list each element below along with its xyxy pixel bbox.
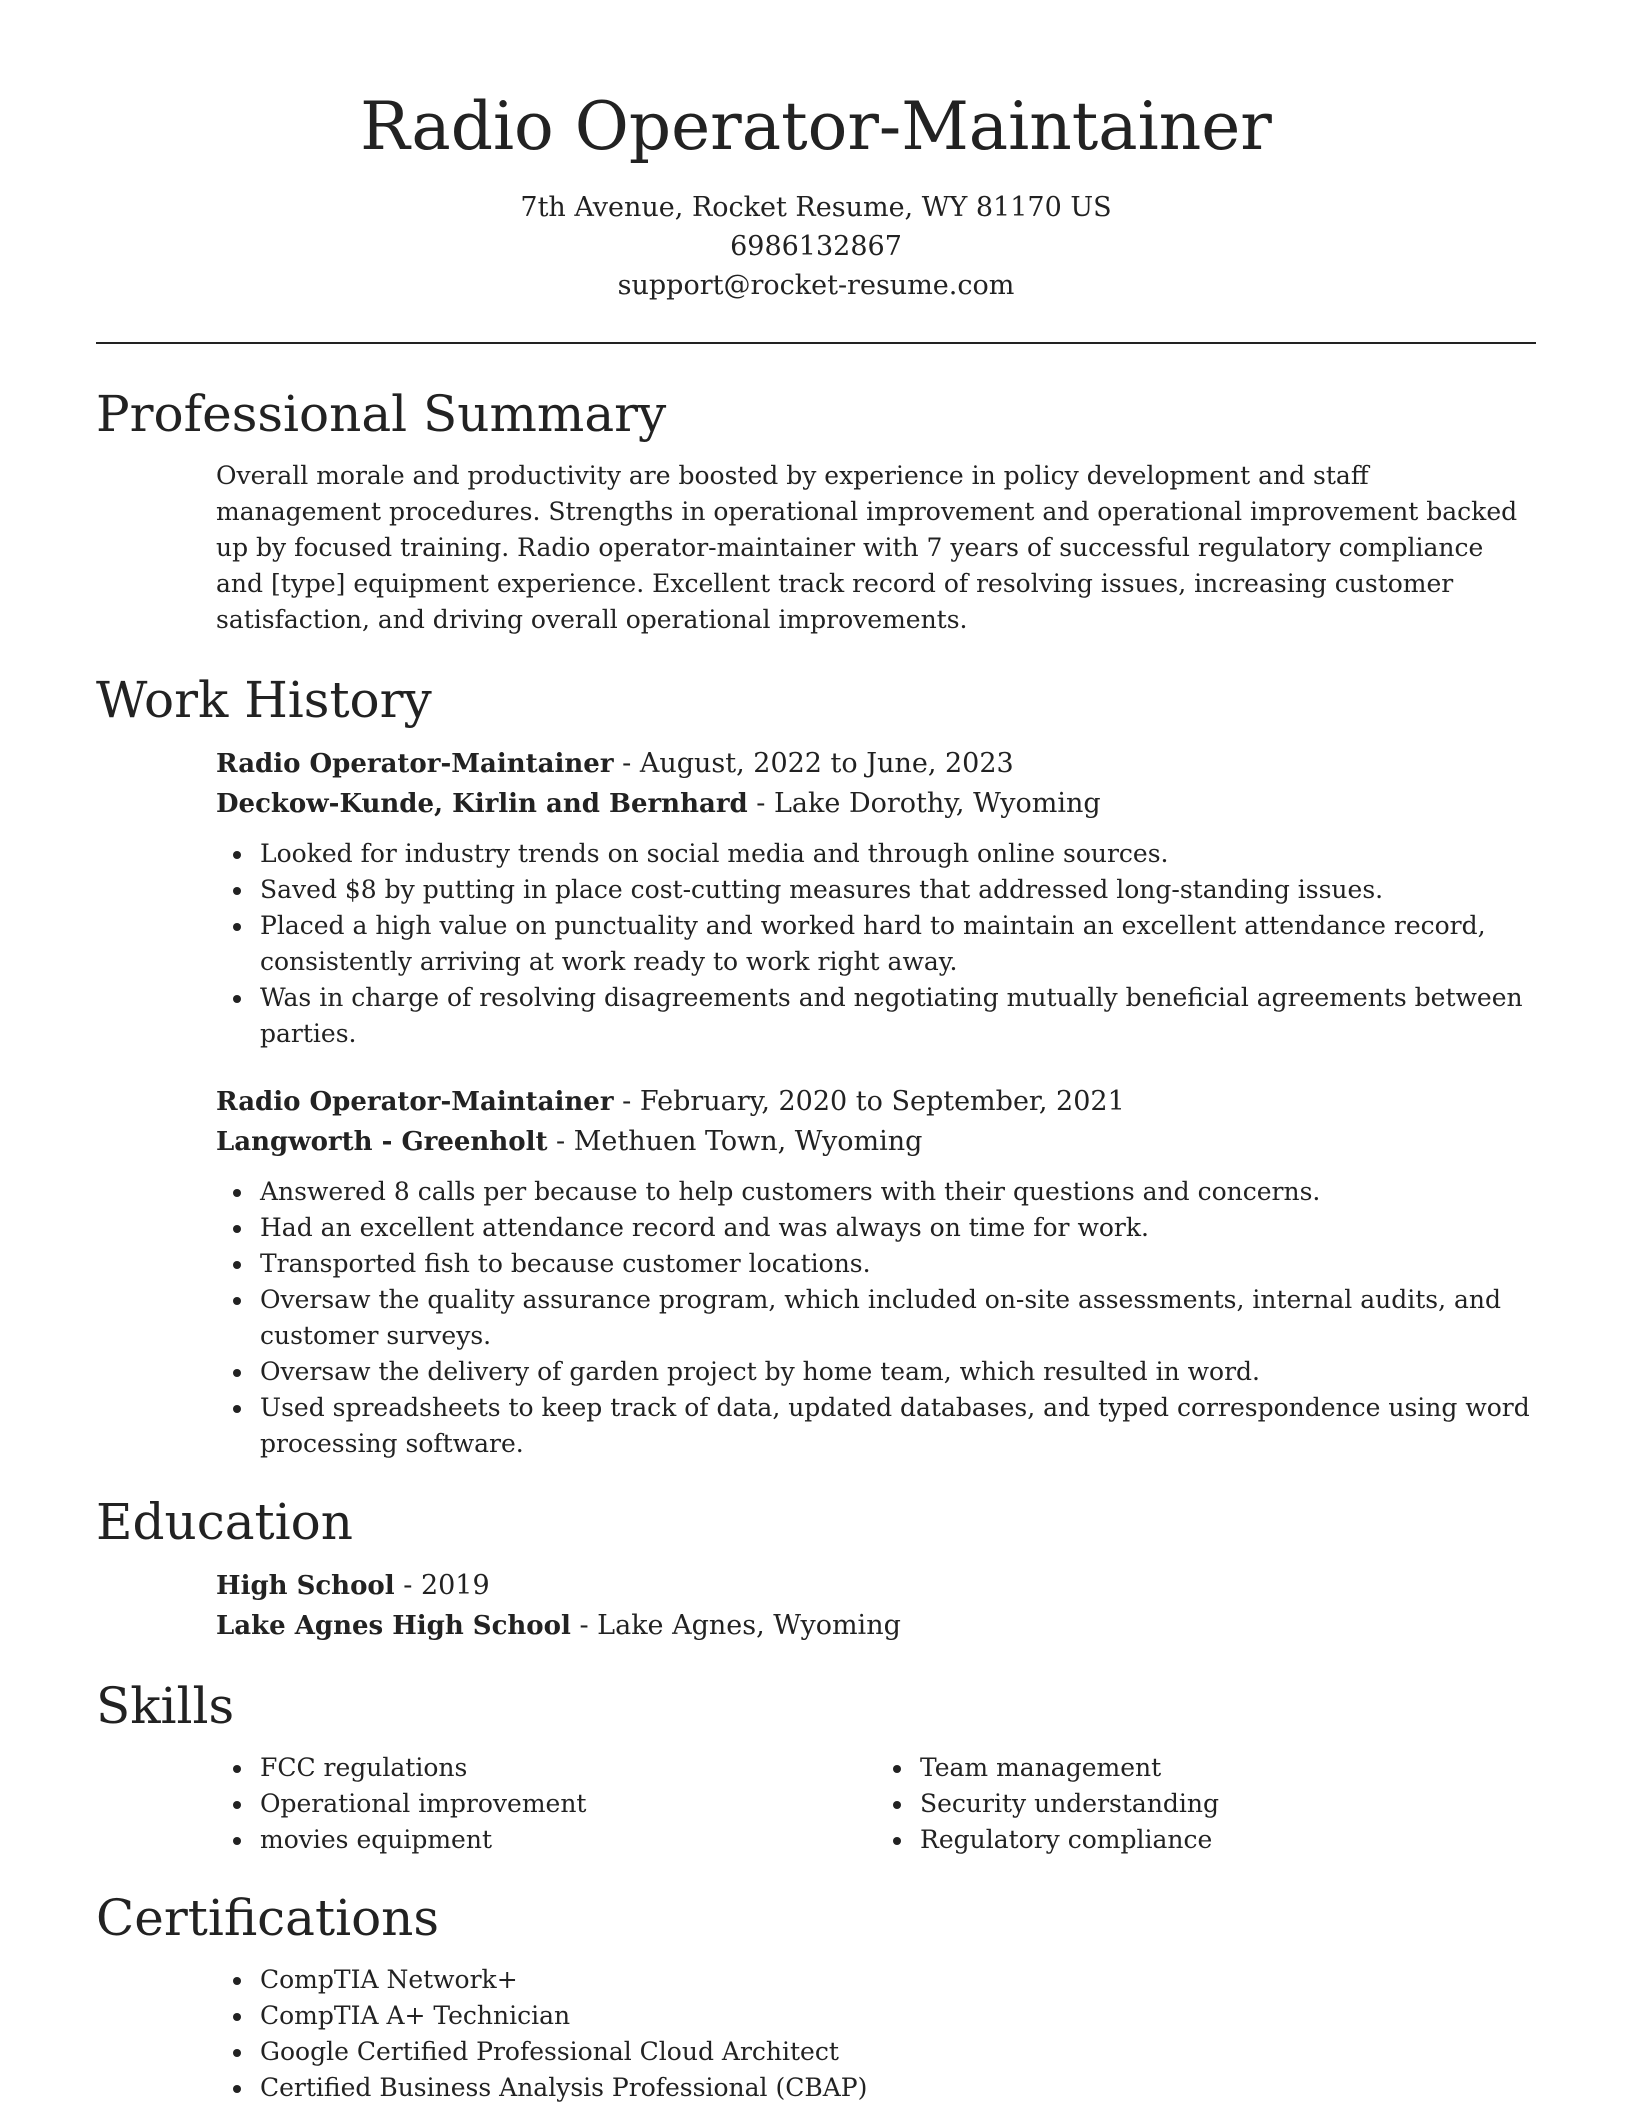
job-entry xyxy=(216,744,1536,1052)
skills-section xyxy=(96,1674,1536,1858)
list-item: Looked for industry trends on social media and through online sources. xyxy=(260,836,1536,872)
certifications-section xyxy=(96,1886,1536,2106)
skill-item: Security understanding xyxy=(920,1786,1536,1822)
education-section xyxy=(96,1490,1536,1646)
job-company-line xyxy=(216,784,1536,824)
list-item: Oversaw the delivery of garden project by home team, which resulted in word. xyxy=(260,1354,1536,1390)
job-duties xyxy=(216,1174,1536,1462)
job-duties xyxy=(216,836,1536,1052)
list-item: Answered 8 calls per because to help customers with their questions and concerns. xyxy=(260,1174,1536,1210)
header-divider xyxy=(96,342,1536,344)
job-location: - Methuen Town, Wyoming xyxy=(547,1126,923,1157)
summary-title: Professional Summary xyxy=(96,385,667,443)
candidate-name: Radio Operator-Maintainer xyxy=(360,88,1272,165)
education-school-line xyxy=(216,1606,1536,1646)
work-history-title: Work History xyxy=(96,671,432,729)
job-dates: - August, 2022 to June, 2023 xyxy=(613,748,1014,779)
list-item: Transported fish to because customer locations. xyxy=(260,1246,1536,1282)
summary-section xyxy=(96,382,1536,638)
job-dates: - February, 2020 to September, 2021 xyxy=(613,1086,1125,1117)
skill-item: Team management xyxy=(920,1750,1536,1786)
list-item: Oversaw the quality assurance program, which included on-site assessments, internal audits, and customer surveys. xyxy=(260,1282,1536,1354)
list-item: Saved $8 by putting in place cost-cutting measures that addressed long-standing issues. xyxy=(260,872,1536,908)
job-title: Radio Operator-Maintainer xyxy=(216,749,614,779)
education-title: Education xyxy=(96,1493,353,1551)
skills-right-column xyxy=(876,1750,1536,1858)
summary-text: Overall morale and productivity are boosted by experience in policy development and staff management procedures. Strengths in operational improvement and operational improvement backed up by focused training. Radio operator-maintainer with 7 years of successful regulatory compliance and [type] equipment experience. Excellent track record of resolving issues, increasing customer satisfaction, and driving overall operational improvements. xyxy=(216,461,1518,634)
job-title: Radio Operator-Maintainer xyxy=(216,1087,614,1117)
job-location: - Lake Dorothy, Wyoming xyxy=(747,788,1101,819)
contact-address: 7th Avenue, Rocket Resume, WY 81170 US xyxy=(520,192,1112,223)
resume-header xyxy=(96,0,1536,305)
list-item: Placed a high value on punctuality and worked hard to maintain an excellent attendance record, consistently arriving at work ready to work right away. xyxy=(260,908,1536,980)
job-company-line xyxy=(216,1122,1536,1162)
certification-item: CompTIA Network+ xyxy=(260,1962,1536,1998)
list-item: Used spreadsheets to keep track of data, updated databases, and typed correspondence using word processing software. xyxy=(260,1390,1536,1462)
skill-item: FCC regulations xyxy=(260,1750,876,1786)
job-company: Deckow-Kunde, Kirlin and Bernhard xyxy=(216,789,748,819)
education-school: Lake Agnes High School xyxy=(216,1611,571,1641)
certifications-list xyxy=(216,1962,1536,2106)
certification-item: Certified Business Analysis Professional (CBAP) xyxy=(260,2070,1536,2106)
skill-item: Regulatory compliance xyxy=(920,1822,1536,1858)
skills-left-column xyxy=(216,1750,876,1858)
job-entry xyxy=(216,1082,1536,1462)
contact-email: support@rocket-resume.com xyxy=(617,270,1015,301)
education-degree-line xyxy=(216,1566,1536,1606)
resume-page xyxy=(96,0,1536,2106)
contact-phone: 6986132867 xyxy=(730,231,902,262)
list-item: Was in charge of resolving disagreements and negotiating mutually beneficial agreements between parties. xyxy=(260,980,1536,1052)
skill-item: Operational improvement xyxy=(260,1786,876,1822)
education-degree: High School xyxy=(216,1571,395,1601)
skills-title: Skills xyxy=(96,1677,235,1735)
certification-item: CompTIA A+ Technician xyxy=(260,1998,1536,2034)
list-item: Had an excellent attendance record and was always on time for work. xyxy=(260,1210,1536,1246)
job-title-line xyxy=(216,1082,1536,1122)
certifications-title: Certifications xyxy=(96,1889,440,1947)
work-history-section xyxy=(96,668,1536,1462)
skill-item: movies equipment xyxy=(260,1822,876,1858)
education-year: - 2019 xyxy=(394,1570,490,1601)
job-company: Langworth - Greenholt xyxy=(216,1127,548,1157)
certification-item: Google Certified Professional Cloud Architect xyxy=(260,2034,1536,2070)
education-location: - Lake Agnes, Wyoming xyxy=(570,1610,901,1641)
job-title-line xyxy=(216,744,1536,784)
